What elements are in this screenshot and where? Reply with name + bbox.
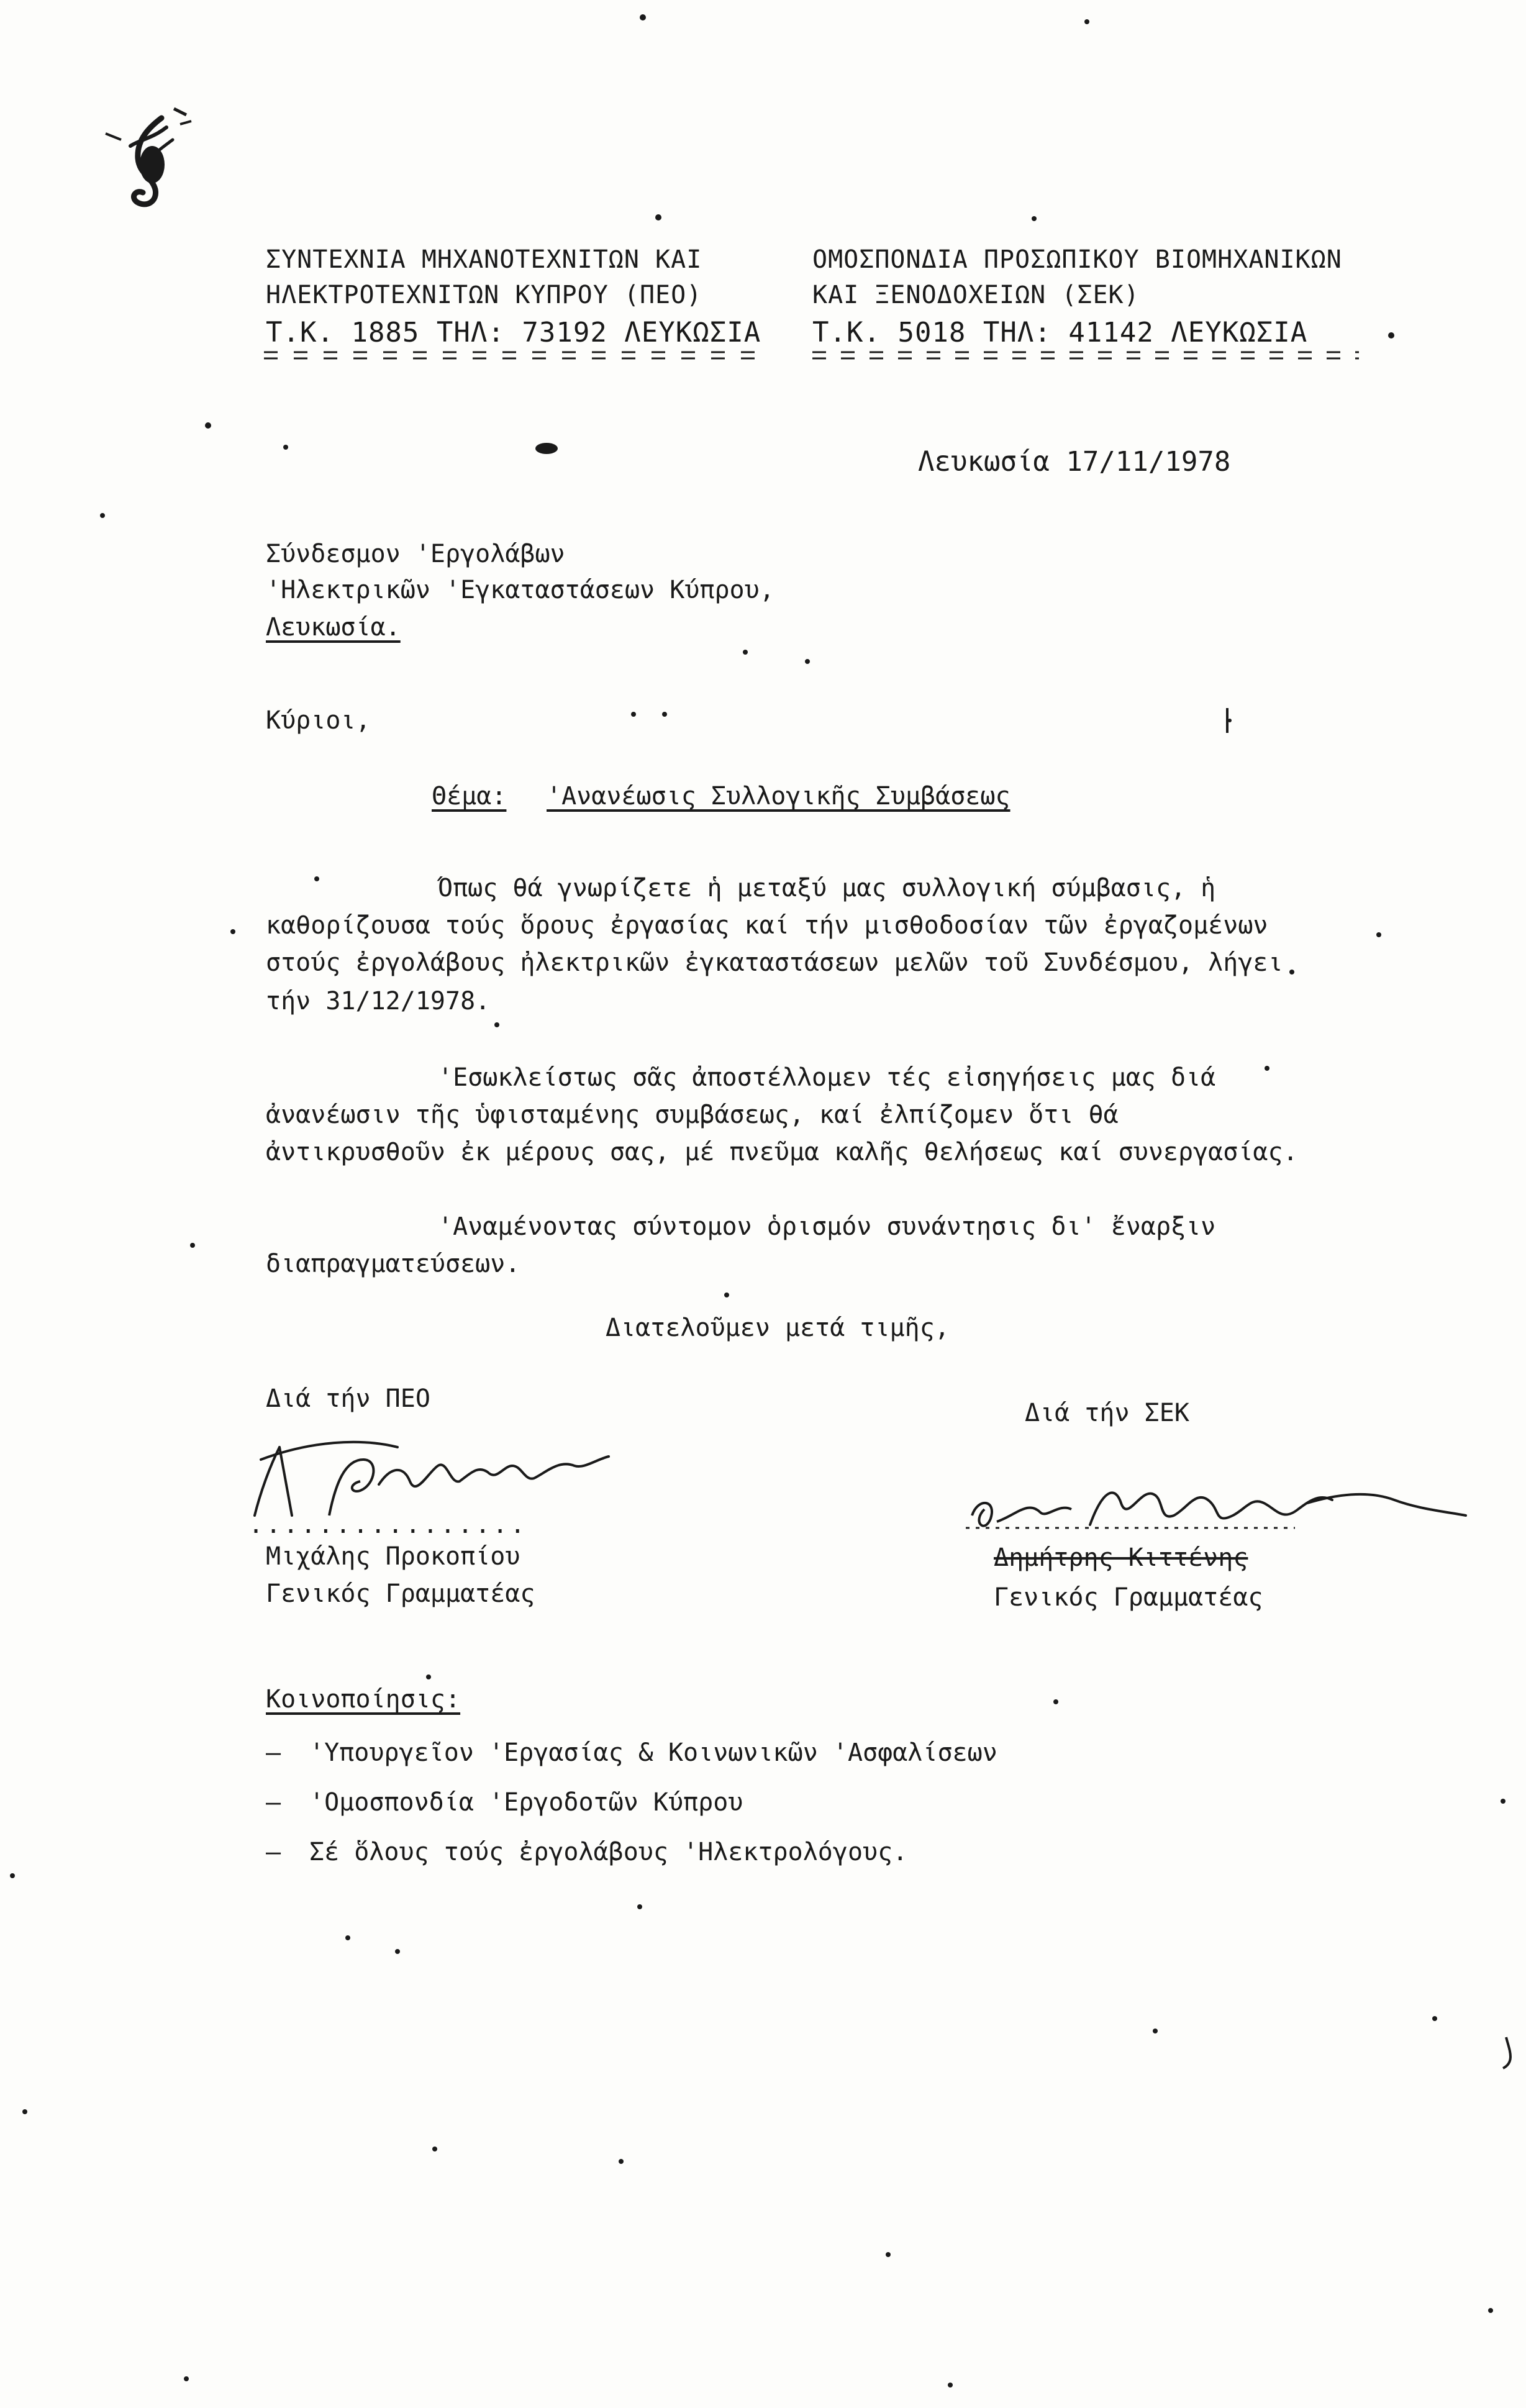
body-p2-line1: 'Εσωκλείστως σᾶς ἀποστέλλομεν τές εἰσηγήσεις μας διά [438, 1063, 1216, 1092]
letterhead-left-line1: ΣΥΝΤΕΧΝΙΑ ΜΗΧΑΝΟΤΕΧΝΙΤΩΝ ΚΑΙ [266, 245, 702, 274]
cc-heading: Κοινοποίησις: [266, 1685, 461, 1714]
signature-left-name: Μιχάλης Προκοπίου [266, 1542, 520, 1571]
cc-bullet: – [266, 1838, 281, 1866]
cc-bullet: – [266, 1788, 281, 1817]
letterhead-right-line1: ΟΜΟΣΠΟΝΔΙΑ ΠΡΟΣΩΠΙΚΟΥ ΒΙΟΜΗΧΑΝΙΚΩΝ [812, 245, 1342, 274]
body-p1-line4: τήν 31/12/1978. [266, 987, 491, 1015]
recipient-line2: 'Ηλεκτρικῶν 'Εγκαταστάσεων Κύπρου, [266, 576, 774, 604]
letterhead-left-divider [264, 349, 755, 363]
cc-item-3: Σέ ὅλους τούς ἐργολάβους 'Ηλεκτρολόγους. [309, 1838, 908, 1866]
closing: Διατελοῦμεν μετά τιμῆς, [606, 1314, 950, 1342]
letterhead-left-line2: ΗΛΕΚΤΡΟΤΕΧΝΙΤΩΝ ΚΥΠΡΟΥ (ΠΕΟ) [266, 281, 702, 309]
signature-right-for: Διά τήν ΣΕΚ [1025, 1399, 1189, 1427]
signature-left-dots: ................ [248, 1511, 528, 1539]
recipient-line3: Λευκωσία. [266, 613, 401, 642]
recipient-line1: Σύνδεσμον 'Εργολάβων [266, 540, 565, 568]
body-p1-line1: Όπως θά γνωρίζετε ἡ μεταξύ μας συλλογική σύμβασις, ἡ [438, 874, 1216, 902]
cc-item-1: 'Υπουργεῖον 'Εργασίας & Κοινωνικῶν 'Ασφαλίσεων [309, 1738, 997, 1767]
body-p1-line3: στούς ἐργολάβους ἠλεκτρικῶν ἐγκαταστάσεων μελῶν τοῦ Συνδέσμου, λήγει [266, 948, 1283, 977]
cc-bullet: – [266, 1738, 281, 1767]
letterhead-right-divider [812, 349, 1359, 363]
signature-right-name: Δημήτρης Κιττένης [994, 1543, 1248, 1572]
cc-item-2: 'Ομοσπονδία 'Εργοδοτῶν Κύπρου [309, 1788, 743, 1817]
body-p1-line2: καθορίζουσα τούς ὅρους ἐργασίας καί τήν μισθοδοσίαν τῶν ἐργαζομένων [266, 911, 1268, 940]
subject-label: Θέμα: [432, 782, 507, 811]
union-emblem-icon [93, 102, 205, 220]
letterhead-right-line2: ΚΑΙ ΞΕΝΟΔΟΧΕΙΩΝ (ΣΕΚ) [812, 281, 1140, 309]
body-p2-line3: ἀντικρυσθοῦν ἐκ μέρους σας, μέ πνεῦμα καλῆς θελήσεως καί συνεργασίας. [266, 1138, 1298, 1166]
salutation: Κύριοι, [266, 706, 371, 735]
subject-text: 'Ανανέωσις Συλλογικῆς Συμβάσεως [547, 782, 1011, 811]
letterhead-right-line3: Τ.Κ. 5018 ΤΗΛ: 41142 ΛΕΥΚΩΣΙΑ [812, 317, 1308, 348]
body-p2-line2: ἀνανέωσιν τῆς ὑφισταμένης συμβάσεως, καί ἐλπίζομεν ὅτι θά [266, 1101, 1119, 1129]
signature-left-for: Διά τήν ΠΕΟ [266, 1384, 430, 1413]
body-p3-line2: διαπραγματεύσεων. [266, 1250, 520, 1278]
body-p3-line1: 'Αναμένοντας σύντομον ὁρισμόν συνάντησις δι' ἔναρξιν [438, 1212, 1216, 1241]
letterhead-left-line3: Τ.Κ. 1885 ΤΗΛ: 73192 ΛΕΥΚΩΣΙΑ [266, 317, 761, 348]
signature-right-title: Γενικός Γραμματέας [994, 1583, 1263, 1612]
signature-left-title: Γενικός Γραμματέας [266, 1579, 535, 1608]
letter-date: Λευκωσία 17/11/1978 [918, 446, 1231, 478]
